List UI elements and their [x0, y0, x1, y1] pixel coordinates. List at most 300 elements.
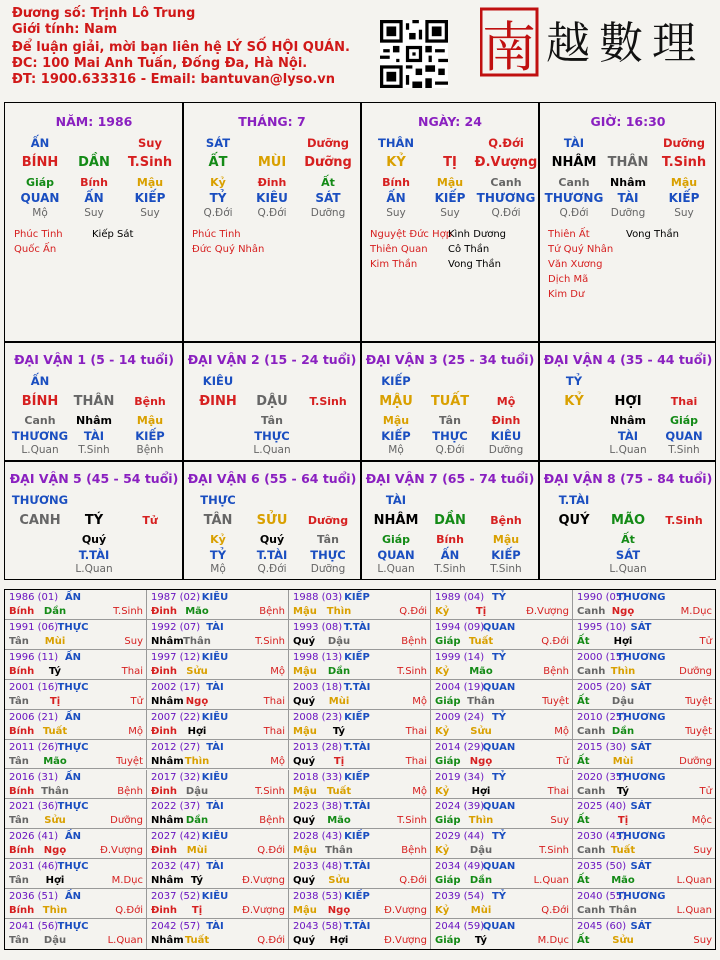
annual-year: 2013 (28) — [293, 741, 343, 753]
annual-phase: Mộc — [691, 815, 712, 827]
contact-invite: Để luận giải, mời bạn liên hệ LÝ SỐ HỘI QUÁN. — [12, 40, 350, 55]
annual-branch: Mùi — [186, 845, 208, 857]
annual-stem: Bính — [9, 905, 35, 917]
annual-god: TÀI — [206, 801, 224, 813]
pillar-cell: TÀI — [563, 136, 585, 150]
annual-god: TỶ — [491, 891, 507, 903]
annual-branch: Ngọ — [469, 755, 493, 767]
annual-god: QUAN — [482, 801, 516, 813]
dai-van-stem: ĐINH — [199, 394, 237, 409]
dai-van-hidden-stem: Đinh — [491, 414, 521, 427]
annual-cell — [5, 859, 147, 889]
annual-god: ẤN — [64, 592, 82, 603]
annual-cell — [5, 590, 147, 620]
annual-cell — [573, 590, 715, 620]
annual-phase: Đ.Vượng — [242, 875, 285, 887]
annual-god: SÁT — [630, 681, 652, 693]
annual-cell — [289, 680, 431, 710]
pillar-cell: Nhâm — [610, 176, 646, 189]
dai-van-hidden-stem: Ất — [621, 533, 635, 546]
annual-phase: Q.Đới — [541, 635, 569, 647]
annual-branch: Hợi — [187, 725, 207, 737]
qr-code-icon[interactable] — [380, 20, 448, 88]
annual-god: SÁT — [630, 621, 652, 633]
pillar-cell: Suy — [84, 207, 104, 219]
pillar-cell: Q.Đới — [559, 207, 589, 219]
annual-phase: Thai — [263, 725, 285, 737]
annual-stem: Mậu — [293, 785, 317, 797]
annual-stem: Tân — [9, 755, 29, 767]
annual-year: 1986 (01) — [9, 592, 59, 603]
annual-stem: Quý — [293, 755, 316, 767]
pillar-cell: Suy — [440, 207, 460, 219]
dai-van-branch: THÂN — [73, 394, 115, 409]
annual-cell — [147, 770, 289, 800]
annual-cell — [573, 710, 715, 740]
annual-stem: Canh — [577, 606, 606, 617]
annual-phase: Tử — [699, 635, 712, 647]
dai-van-hidden-god: ẤN — [440, 548, 460, 562]
dai-van-god: TỶ — [565, 374, 583, 388]
dai-van-phase: Dưỡng — [307, 514, 349, 527]
annual-stem: Kỷ — [435, 665, 450, 677]
annual-god: T.TÀI — [343, 801, 371, 813]
annual-branch: Thân — [467, 695, 495, 707]
annual-god: T.TÀI — [343, 861, 371, 873]
star-left: Thiên Quan — [370, 244, 428, 255]
annual-god: THƯƠNG — [616, 891, 666, 903]
annual-year: 2011 (26) — [9, 741, 59, 753]
annual-cell — [289, 859, 431, 889]
annual-branch: Tị — [475, 606, 487, 617]
annual-branch: Tị — [49, 695, 61, 707]
annual-year: 2031 (46) — [9, 861, 59, 873]
dai-van-hidden-god: T.TÀI — [256, 548, 288, 562]
dai-van-phase: Tử — [142, 514, 158, 527]
annual-cell — [431, 919, 573, 949]
annual-cell — [147, 829, 289, 859]
dai-van-hidden-god: THỰC — [254, 429, 290, 443]
annual-stem: Mậu — [293, 905, 317, 917]
annual-branch: Tị — [333, 755, 345, 767]
dai-van-hidden-stem: Mậu — [382, 414, 410, 427]
pillar-cell: TÀI — [617, 191, 639, 205]
annual-stem: Nhâm — [151, 695, 184, 707]
annual-phase: M.Dục — [111, 875, 143, 887]
annual-phase: Q.Đới — [399, 606, 427, 617]
annual-god: QUAN — [482, 621, 516, 633]
dai-van-branch: MÃO — [610, 513, 646, 528]
dai-van-stem: NHÂM — [373, 513, 419, 528]
annual-year: 2036 (51) — [9, 891, 59, 903]
annual-year: 2033 (48) — [293, 861, 343, 873]
pillar-cell: TỶ — [209, 191, 227, 205]
annual-cell — [5, 919, 147, 949]
annual-god: QUAN — [482, 921, 516, 933]
annual-phase: T.Sinh — [255, 635, 285, 647]
annual-branch: Tuất — [184, 935, 210, 947]
annual-cell — [573, 829, 715, 859]
annual-branch: Thìn — [326, 606, 352, 617]
annual-god: KIẾP — [344, 651, 370, 663]
dai-van-stem: KỶ — [564, 394, 584, 409]
divider — [360, 102, 362, 580]
annual-year: 2012 (27) — [151, 741, 201, 753]
annual-god: TÀI — [206, 621, 224, 633]
annual-phase: Q.Đới — [257, 935, 285, 947]
owner-gender: Giới tính: Nam — [12, 22, 118, 37]
annual-year: 1995 (10) — [577, 621, 627, 633]
star-right: Kiếp Sát — [92, 229, 134, 240]
annual-cell — [573, 740, 715, 770]
dai-van-hidden-god: QUAN — [377, 548, 415, 562]
annual-branch: Dần — [611, 725, 635, 737]
dai-van-phase: T.Sinh — [309, 395, 347, 408]
annual-branch: Hợi — [45, 875, 65, 887]
annual-god: TÀI — [206, 861, 224, 873]
annual-phase: Đ.Vượng — [384, 935, 427, 947]
dai-van-hidden-phase: Bệnh — [136, 444, 164, 456]
pillar-cell: T.Sinh — [661, 155, 707, 170]
dai-van-hidden-stem: Tân — [439, 414, 461, 427]
divider — [182, 102, 184, 580]
dai-van-hidden-phase: L.Quan — [377, 563, 415, 575]
pillar-cell: KIẾP — [668, 191, 700, 205]
pillar-cell: Dưỡng — [662, 136, 706, 150]
annual-stem: Quý — [293, 935, 316, 947]
annual-stem: Quý — [293, 815, 316, 827]
annual-stem: Nhâm — [151, 935, 184, 947]
dai-van-hidden-stem: Tân — [261, 414, 283, 427]
annual-god: TỶ — [491, 592, 507, 603]
pillar-cell: Dưỡng — [304, 155, 352, 170]
annual-god: THỰC — [57, 621, 89, 633]
annual-god: THƯƠNG — [616, 651, 666, 663]
divider — [538, 102, 540, 580]
annual-cell — [147, 919, 289, 949]
annual-cell — [289, 799, 431, 829]
annual-phase: Tuyệt — [116, 755, 143, 767]
annual-year: 1988 (03) — [293, 592, 343, 603]
pillar-cell: ẤT — [208, 155, 228, 170]
annual-phase: Mộ — [554, 725, 569, 737]
annual-year: 1998 (13) — [293, 651, 343, 663]
contact-address: ĐC: 100 Mai Anh Tuấn, Đống Đa, Hà Nội. — [12, 56, 308, 71]
annual-cell — [289, 740, 431, 770]
annual-stem: Giáp — [435, 755, 461, 767]
annual-branch: Tý — [48, 665, 62, 677]
pillar-cell: Ất — [321, 176, 335, 189]
dai-van-branch: TÝ — [84, 513, 104, 528]
annual-branch: Mùi — [328, 695, 350, 707]
annual-cell — [573, 650, 715, 680]
dai-van-hidden-phase: L.Quan — [253, 444, 291, 456]
dai-van-hidden-phase: Q.Đới — [435, 444, 465, 456]
pillar-cell: Q.Đới — [257, 207, 287, 219]
pillar-cell: Đ.Vượng — [474, 155, 538, 170]
annual-phase: Suy — [124, 635, 143, 647]
annual-year: 2028 (43) — [293, 831, 343, 843]
dai-van-hidden-phase: Dưỡng — [310, 563, 346, 575]
dai-van-hidden-phase: L.Quan — [21, 444, 59, 456]
annual-cell — [431, 620, 573, 650]
annual-year: 2017 (32) — [151, 771, 201, 783]
star-right: Vong Thần — [626, 229, 679, 240]
annual-branch: Sửu — [328, 875, 350, 887]
annual-year: 2043 (58) — [293, 921, 343, 933]
pillar-cell: THƯƠNG — [544, 191, 604, 205]
dai-van-god: KIÊU — [202, 374, 234, 388]
annual-stem: Tân — [9, 695, 29, 707]
annual-stem: Tân — [9, 815, 29, 827]
annual-god: TỶ — [491, 771, 507, 783]
dai-van-hidden-stem: Canh — [24, 414, 56, 427]
dai-van-stem: QUÝ — [558, 513, 590, 528]
annual-branch: Thìn — [42, 905, 68, 917]
dai-van-title: ĐẠI VẬN 3 (25 - 34 tuổi) — [365, 352, 535, 367]
dai-van-god: THỰC — [200, 493, 236, 507]
dai-van-hidden-stem: Giáp — [669, 414, 699, 427]
dai-van-hidden-stem: Mậu — [492, 533, 520, 546]
annual-phase: Mộ — [412, 695, 427, 707]
contact-phone-email: ĐT: 1900.633316 - Email: bantuvan@lyso.vn — [12, 72, 336, 87]
annual-stem: Giáp — [435, 635, 461, 647]
annual-god: THƯƠNG — [616, 711, 666, 723]
dai-van-hidden-god: KIẾP — [491, 548, 521, 562]
annual-phase: Tử — [130, 695, 143, 707]
dai-van-hidden-god: THỰC — [310, 548, 346, 562]
dai-van-hidden-stem: Tân — [317, 533, 339, 546]
star-left: Đức Quý Nhân — [192, 244, 265, 255]
annual-phase: Thai — [121, 665, 143, 677]
annual-branch: Tuất — [326, 785, 352, 797]
dai-van-god: T.TÀI — [558, 493, 590, 507]
annual-cell — [5, 680, 147, 710]
annual-god: ẤN — [64, 651, 82, 663]
annual-phase: Dưỡng — [679, 755, 712, 767]
dai-van-hidden-god: TÀI — [83, 429, 105, 443]
annual-god: KIẾP — [344, 711, 370, 723]
annual-stem: Mậu — [293, 606, 317, 617]
annual-cell — [431, 799, 573, 829]
pillar-cell: Dưỡng — [306, 136, 350, 150]
annual-stem: Đinh — [151, 845, 178, 857]
dai-van-hidden-stem: Kỷ — [210, 533, 226, 546]
annual-year: 2018 (33) — [293, 771, 343, 783]
pillar-cell: Kỷ — [210, 176, 226, 189]
annual-god: ẤN — [64, 711, 82, 723]
annual-phase: L.Quan — [676, 875, 712, 887]
annual-branch: Ngọ — [43, 845, 67, 857]
dai-van-hidden-god: T.TÀI — [78, 548, 110, 562]
star-left: Phúc Tinh — [192, 229, 241, 240]
annual-phase: Suy — [693, 935, 712, 947]
annual-stem: Quý — [293, 695, 316, 707]
pillar-cell: Bính — [382, 176, 410, 189]
dai-van-stem: CANH — [19, 513, 61, 528]
annual-phase: M.Dục — [680, 606, 712, 617]
dai-van-hidden-phase: L.Quan — [75, 563, 113, 575]
annual-branch: Dậu — [611, 695, 635, 707]
annual-god: THỰC — [57, 741, 89, 753]
star-right: Vong Thần — [448, 259, 501, 270]
annual-stem: Bính — [9, 785, 35, 797]
pillar-cell: T.Sinh — [127, 155, 173, 170]
annual-stem: Canh — [577, 785, 606, 797]
annual-phase: Bệnh — [259, 815, 285, 827]
annual-branch: Hợi — [613, 635, 633, 647]
annual-branch: Mão — [43, 755, 67, 767]
annual-cell — [431, 680, 573, 710]
annual-year: 2001 (16) — [9, 681, 59, 693]
annual-year: 2016 (31) — [9, 771, 59, 783]
annual-phase: Đ.Vượng — [526, 606, 569, 617]
pillar-cell: Q.Đới — [491, 207, 521, 219]
annual-stem: Đinh — [151, 905, 178, 917]
annual-god: T.TÀI — [343, 921, 371, 933]
annual-god: ẤN — [64, 771, 82, 783]
annual-year: 2004 (19) — [435, 681, 485, 693]
annual-branch: Thân — [41, 785, 69, 797]
star-left: Kim Thần — [370, 259, 418, 270]
annual-cell — [573, 889, 715, 919]
owner-name: Đương số: Trịnh Lô Trung — [12, 6, 196, 21]
annual-cell — [431, 829, 573, 859]
annual-cell — [5, 889, 147, 919]
annual-stem: Mậu — [293, 845, 317, 857]
dai-van-stem: MẬU — [379, 394, 413, 409]
annual-god: THƯƠNG — [616, 831, 666, 843]
pillar-cell: Suy — [386, 207, 406, 219]
annual-stem: Bính — [9, 606, 35, 617]
annual-branch: Hợi — [471, 785, 491, 797]
annual-year: 2019 (34) — [435, 771, 485, 783]
annual-stem: Tân — [9, 935, 29, 947]
annual-cell — [431, 590, 573, 620]
pillar-cell: Canh — [490, 176, 522, 189]
annual-branch: Sửu — [470, 725, 492, 737]
annual-branch: Dần — [469, 875, 493, 887]
annual-god: THƯƠNG — [616, 592, 666, 603]
dai-van-hidden-stem: Mậu — [136, 414, 164, 427]
annual-stem: Canh — [577, 665, 606, 677]
annual-cell — [573, 620, 715, 650]
star-right: Kình Dương — [448, 229, 507, 240]
star-left: Quốc Ấn — [14, 244, 57, 255]
annual-cell — [5, 740, 147, 770]
dai-van-god: KIẾP — [381, 374, 411, 388]
annual-phase: Thai — [263, 695, 285, 707]
annual-branch: Mùi — [470, 905, 492, 917]
annual-phase: Suy — [693, 845, 712, 857]
annual-year: 2041 (56) — [9, 921, 59, 933]
dai-van-hidden-stem: Nhâm — [76, 414, 112, 427]
annual-stem: Ất — [577, 875, 590, 887]
pillar-cell: Suy — [138, 136, 162, 150]
dai-van-god: TÀI — [385, 493, 407, 507]
dai-van-hidden-god: KIÊU — [490, 429, 522, 443]
annual-phase: Thai — [405, 755, 427, 767]
annual-stem: Nhâm — [151, 815, 184, 827]
annual-phase: Đ.Vượng — [384, 905, 427, 917]
pillar-cell: SÁT — [205, 136, 231, 150]
star-left: Nguyệt Đức Hợp — [370, 229, 453, 240]
pillar-cell: Đinh — [257, 176, 287, 189]
annual-phase: Mộ — [270, 665, 285, 677]
annual-year: 2045 (60) — [577, 921, 627, 933]
annual-branch: Ngọ — [611, 606, 635, 617]
annual-god: SÁT — [630, 741, 652, 753]
annual-stem: Quý — [293, 635, 316, 647]
annual-stem: Đinh — [151, 606, 178, 617]
pillar-cell: ẤN — [30, 136, 50, 150]
annual-phase: Q.Đới — [115, 905, 143, 917]
svg-text:數: 數 — [599, 18, 643, 69]
pillar-cell: Mộ — [32, 207, 48, 219]
annual-branch: Tý — [190, 875, 204, 887]
annual-god: THƯƠNG — [616, 771, 666, 783]
annual-cell — [5, 829, 147, 859]
annual-branch: Dần — [43, 606, 67, 617]
dai-van-hidden-god: QUAN — [665, 429, 703, 443]
annual-cell — [147, 799, 289, 829]
annual-stem: Kỷ — [435, 905, 450, 917]
dai-van-hidden-stem: Quý — [81, 533, 107, 546]
dai-van-branch: DẬU — [256, 394, 288, 409]
pillar-cell: SÁT — [315, 191, 341, 205]
pillar-cell: Mậu — [436, 176, 464, 189]
annual-year: 2029 (44) — [435, 831, 485, 843]
annual-god: ẤN — [64, 891, 82, 903]
annual-cell — [289, 590, 431, 620]
annual-luck-table — [4, 589, 716, 950]
pillar-cell: THƯƠNG — [476, 191, 536, 205]
annual-god: KIẾP — [344, 891, 370, 903]
annual-branch: Sửu — [44, 815, 66, 827]
pillar-cell: Q.Đới — [488, 136, 524, 150]
annual-phase: Bệnh — [117, 785, 143, 797]
pillar-title: THÁNG: 7 — [238, 114, 306, 129]
annual-god: T.TÀI — [343, 621, 371, 633]
annual-god: KIẾP — [344, 771, 370, 783]
pillar-cell: NHÂM — [551, 155, 597, 170]
annual-phase: L.Quan — [533, 875, 569, 887]
annual-branch: Thìn — [610, 665, 636, 677]
annual-year: 2010 (25) — [577, 711, 627, 723]
pillar-cell: Suy — [674, 207, 694, 219]
annual-cell — [289, 770, 431, 800]
annual-cell — [431, 710, 573, 740]
annual-god: KIÊU — [201, 771, 229, 783]
annual-stem: Bính — [9, 725, 35, 737]
annual-branch: Sửu — [186, 665, 208, 677]
annual-god: KIẾP — [344, 592, 370, 603]
annual-year: 2006 (21) — [9, 711, 59, 723]
pillar-cell: Dưỡng — [610, 207, 646, 219]
annual-phase: L.Quan — [107, 935, 143, 947]
annual-stem: Ất — [577, 815, 590, 827]
annual-cell — [431, 650, 573, 680]
annual-cell — [289, 829, 431, 859]
annual-god: SÁT — [630, 801, 652, 813]
annual-phase: Tuyệt — [685, 725, 712, 737]
annual-stem: Ất — [577, 755, 590, 767]
annual-stem: Quý — [293, 875, 316, 887]
annual-cell — [147, 590, 289, 620]
dai-van-hidden-god: TÀI — [617, 429, 639, 443]
dai-van-hidden-phase: Q.Đới — [257, 563, 287, 575]
annual-stem: Giáp — [435, 815, 461, 827]
